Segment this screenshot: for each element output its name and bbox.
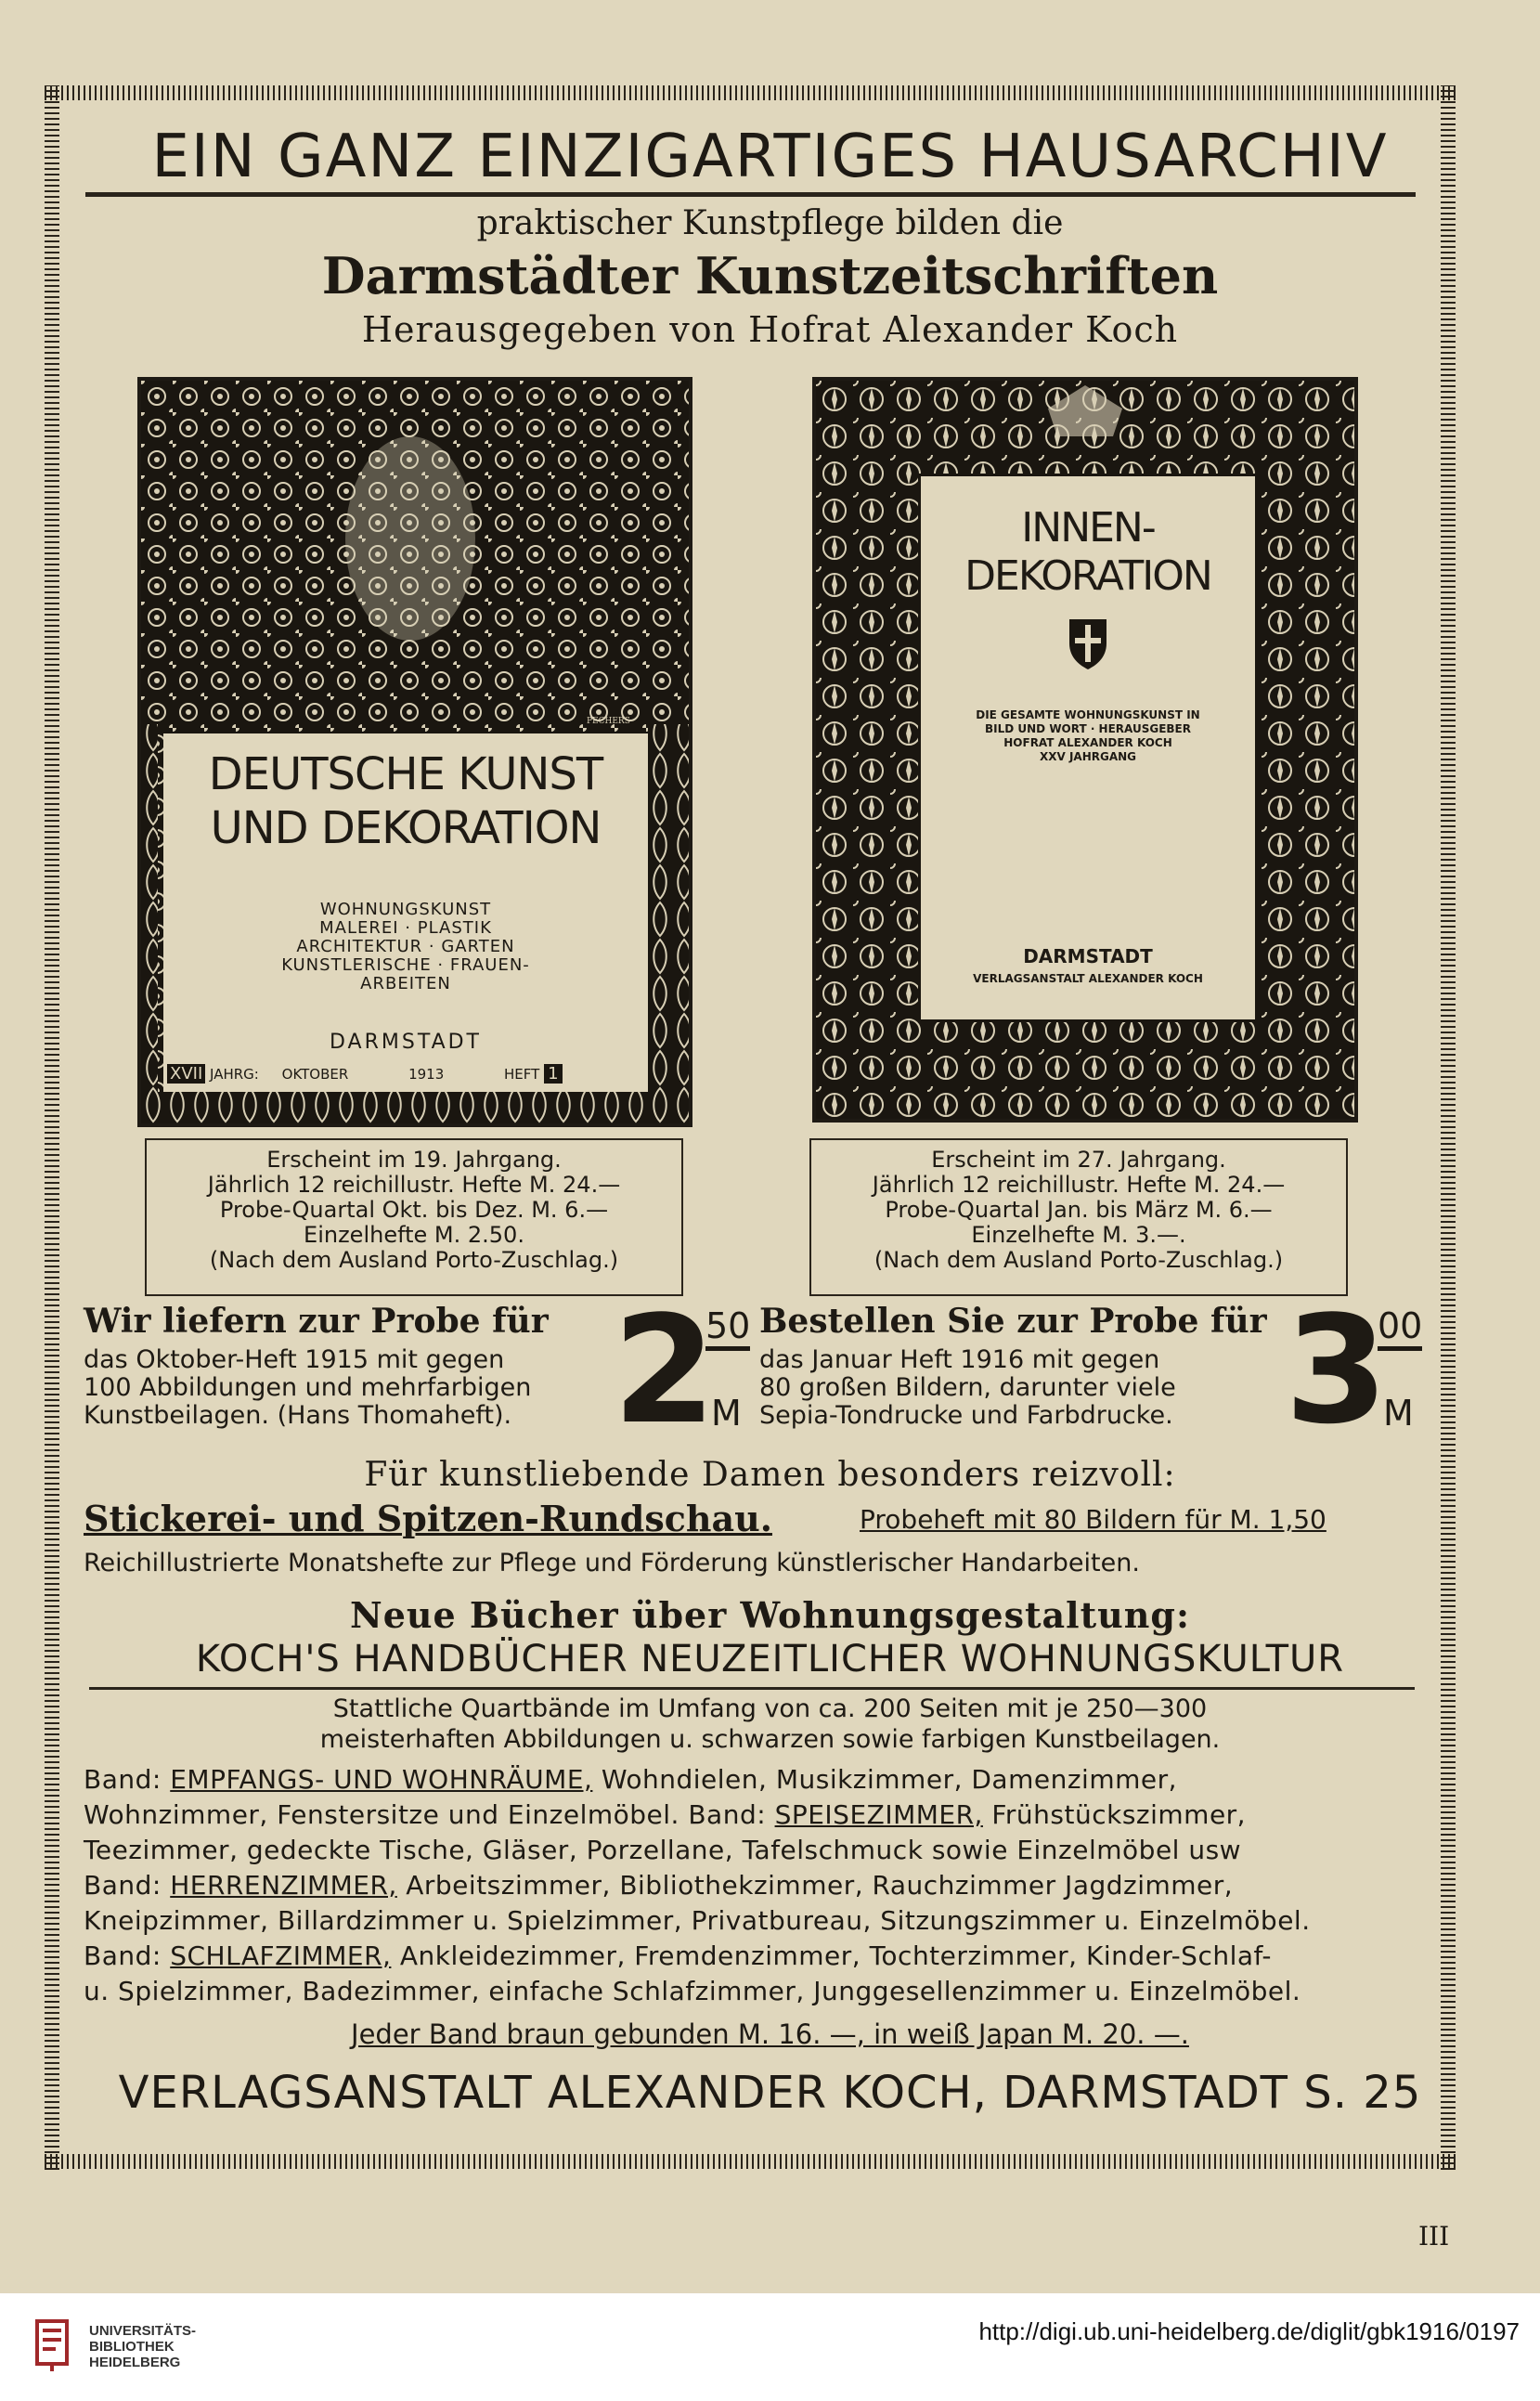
band-line: Band: EMPFANGS- UND WOHNRÄUME, Wohndielen, Musikzimmer, Damenzimmer,: [84, 1764, 1178, 1795]
cover-deutsche-kunst: [137, 377, 692, 1127]
source-url-link[interactable]: http://digi.ub.uni-heidelberg.de/diglit/gbk1916/0197: [978, 2317, 1520, 2345]
price-left-cents: 50: [705, 1305, 750, 1351]
headline-rule: [85, 192, 1416, 197]
cover-left-issue-line: XVII JAHRG: OKTOBER 1913 HEFT 1: [167, 1064, 644, 1088]
library-footer: [0, 2293, 1540, 2401]
cover-right-title-2: DEKORATION: [964, 552, 1211, 600]
stickerei-desc: Reichillustrierte Monatshefte zur Pflege und Förderung künstlerischer Handarbeiten.: [84, 1549, 1140, 1577]
price-left-unit: M: [711, 1393, 742, 1434]
cover-title-panel-right: [918, 474, 1258, 1022]
info-box-left: Erscheint im 19. Jahrgang. Jährlich 12 reichillustr. Hefte M. 24.— Probe-Quartal Okt. bis Dez. M. 6.— Einzelhefte M. 2.50. (Nach dem Ausland Porto-Zuschlag.): [145, 1138, 683, 1296]
offer-left-heading: Wir liefern zur Probe für: [84, 1302, 549, 1341]
artist-mark: PECHERS: [587, 717, 630, 726]
price-right-cents: 00: [1378, 1305, 1422, 1351]
border-top: [45, 85, 1456, 100]
border-left: [45, 85, 59, 2170]
intro-text: praktischer Kunstpflege bilden die: [476, 204, 1064, 242]
band-line: Wohnzimmer, Fenstersitze und Einzelmöbel. Band: SPEISEZIMMER, Frühstückszimmer,: [84, 1799, 1247, 1830]
cover-left-title-1: DEUTSCHE KUNST: [208, 748, 603, 800]
price-line: Jeder Band braun gebunden M. 16. —, in weiß Japan M. 20. —.: [351, 2018, 1189, 2050]
books-series: KOCH'S HANDBÜCHER NEUZEITLICHER WOHNUNGSKULTUR: [195, 1638, 1345, 1681]
offer-left: Wir liefern zur Probe für das Oktober-Heft 1915 mit gegen 100 Abbildungen und mehrfarbigen Kunstbeilagen. (Hans Thomaheft). 2 50 M: [84, 1283, 751, 1457]
stickerei-title: Stickerei- und Spitzen-Rundschau.: [84, 1498, 772, 1539]
library-logo-text: UNIVERSITÄTS- BIBLIOTHEK HEIDELBERG: [89, 2323, 197, 2370]
price-left-main: 2: [613, 1283, 717, 1457]
cover-right-city: DARMSTADT: [1023, 945, 1153, 967]
editor-line: Herausgegeben von Hofrat Alexander Koch: [361, 309, 1179, 350]
page-number: III: [1418, 2221, 1450, 2252]
books-series-rule: [89, 1687, 1415, 1690]
books-heading: Neue Bücher über Wohnungsgestaltung:: [349, 1594, 1191, 1636]
band-line: u. Spielzimmer, Badezimmer, einfache Schlafzimmer, Junggesellenzimmer u. Einzelmöbel.: [84, 1976, 1301, 2006]
cover-left-city: DARMSTADT: [330, 1031, 482, 1054]
border-right: [1441, 85, 1456, 2170]
cover-left-title-2: UND DEKORATION: [210, 802, 602, 854]
price-right-unit: M: [1383, 1393, 1414, 1434]
cover-right-desc: DIE GESAMTE WOHNUNGSKUNST IN BILD UND WORT · HERAUSGEBER HOFRAT ALEXANDER KOCH XXV JAHRGANG: [976, 708, 1200, 763]
border-bottom: [45, 2154, 1456, 2169]
offer-right-heading: Bestellen Sie zur Probe für: [759, 1302, 1267, 1341]
shield-icon: [1068, 616, 1108, 671]
library-logo-icon: [33, 2317, 74, 2373]
cover-right-title-1: INNEN-: [1021, 504, 1155, 552]
publisher-footer: VERLAGSANSTALT ALEXANDER KOCH, DARMSTADT S. 25: [118, 2067, 1422, 2119]
offer-right: Bestellen Sie zur Probe für das Januar Heft 1916 mit gegen 80 großen Bildern, darunter viele Sepia-Tondrucke und Farbdrucke. 3 00 M: [759, 1283, 1423, 1457]
cover-left-subjects: WOHNUNGSKUNST MALEREI · PLASTIK ARCHITEKTUR · GARTEN KUNSTLERISCHE · FRAUEN- ARBEITEN: [281, 900, 530, 993]
price-right-main: 3: [1285, 1283, 1389, 1457]
publication-title: Darmstädter Kunstzeitschriften: [321, 246, 1219, 305]
band-line: Band: HERRENZIMMER, Arbeitszimmer, Bibliothekzimmer, Rauchzimmer Jagdzimmer,: [84, 1870, 1234, 1901]
band-line: Band: SCHLAFZIMMER, Ankleidezimmer, Fremdenzimmer, Tochterzimmer, Kinder-Schlaf-: [84, 1940, 1272, 1971]
band-line: Teezimmer, gedeckte Tische, Gläser, Porzellane, Tafelschmuck sowie Einzelmöbel usw: [84, 1835, 1242, 1865]
info-box-right: Erscheint im 27. Jahrgang. Jährlich 12 reichillustr. Hefte M. 24.— Probe-Quartal Jan. bis März M. 6.— Einzelhefte M. 3.—. (Nach dem Ausland Porto-Zuschlag.): [809, 1138, 1348, 1296]
ladies-heading: Für kunstliebende Damen besonders reizvoll:: [364, 1456, 1176, 1494]
cover-innen-dekoration: [812, 377, 1358, 1123]
books-desc: Stattliche Quartbände im Umfang von ca. 200 Seiten mit je 250—300 meisterhaften Abbildungen u. schwarzen sowie farbigen Kunstbeilagen.: [319, 1694, 1221, 1754]
band-line: Kneipzimmer, Billardzimmer u. Spielzimmer, Privatbureau, Sitzungszimmer u. Einzelmöbel.: [84, 1905, 1311, 1936]
headline: EIN GANZ EINZIGARTIGES HAUSARCHIV: [151, 123, 1389, 191]
cover-right-publisher: VERLAGSANSTALT ALEXANDER KOCH: [973, 972, 1203, 985]
stickerei-offer: Probeheft mit 80 Bildern für M. 1,50: [860, 1504, 1326, 1535]
